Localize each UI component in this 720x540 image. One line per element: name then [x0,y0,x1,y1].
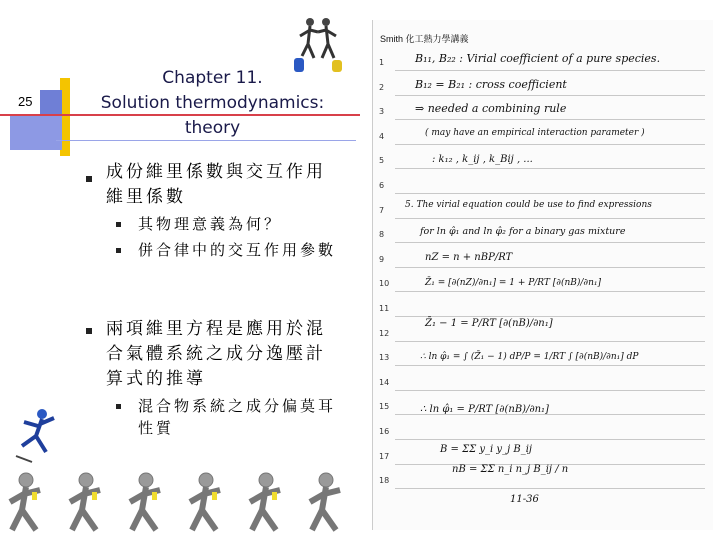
climber-icon [12,406,60,466]
sub-bullet-text: 其物理意義為何？ [138,215,283,233]
line-number: 3 [379,107,385,117]
ruled-line [395,341,705,342]
sub-bullet-text: 併合律中的交互作用參數 [138,241,337,259]
ruled-line [395,390,705,391]
note-line: nB = ΣΣ n_i n_j B_ij / n [452,464,569,475]
ruled-line [395,291,705,292]
ruled-line [395,218,705,219]
note-line: ∴ ln φ̂₁ = ∫ (Z̄₁ − 1) dP/P = 1/RT ∫ [∂(nB)/∂n₁] dP [420,352,639,362]
bullet-line: 兩項維里方程是應用於混 [106,319,326,339]
bullet-text [106,160,326,210]
decor-blue-square-2 [10,116,62,150]
note-line: 5. The virial equation could be use to find expressions [405,200,652,210]
line-number: 14 [379,377,390,387]
line-number: 18 [379,476,390,486]
climbing-figures-icon [292,14,344,76]
line-number: 1 [379,58,385,67]
sub-bullet-line: 性質 [138,419,175,437]
note-line: for ln φ̂₁ and ln φ̂₂ for a binary gas mixture [420,226,626,237]
line-number: 17 [379,451,390,461]
line-number: 13 [379,353,390,363]
sub-bullet-marker [116,404,121,409]
ruled-line [395,70,705,71]
ruled-line [395,267,705,268]
bullet-line: 合氣體系統之成分逸壓計 [106,344,326,364]
line-number: 9 [379,254,385,264]
sub-bullet-marker [116,248,121,253]
notes-header: Smith 化工熱力學講義 [380,34,469,44]
bullet-marker [86,328,92,334]
note-line: ∴ ln φ̂₁ = P/RT [∂(nB)/∂n₁] [420,404,549,415]
note-line: B₁₂ = B₂₁ : cross coefficient [415,78,567,91]
note-line: ( may have an empirical interaction parameter ) [425,128,645,138]
runners-decoration-icon [0,470,372,540]
line-number: 5 [379,156,385,166]
line-number: 12 [379,328,390,338]
line-number: 4 [379,131,385,141]
ruled-line [395,95,705,96]
note-line: Z̄₁ − 1 = P/RT [∂(nB)/∂n₁] [425,318,553,329]
note-line: : k₁₂ , k_ij , k_Bij , ... [432,154,533,165]
title-line: Solution thermodynamics: [100,93,325,113]
note-line: ⇒ needed a combining rule [415,102,567,115]
line-number: 2 [379,82,385,92]
sub-bullet-marker [116,222,121,227]
line-number: 8 [379,230,385,240]
ruled-line [395,439,705,440]
sub-bullet-text [138,395,336,439]
ruled-line [395,119,705,120]
sub-bullet-line: 混合物系統之成分偏莫耳 [138,397,337,415]
ruled-line [395,242,705,243]
ruled-line [395,365,705,366]
bullet-line: 成份維里係數與交互作用 [106,162,326,182]
ruled-line [395,193,705,194]
handwritten-notes-image [372,20,713,530]
note-line: B₁₁, B₂₂ : Virial coefficient of a pure species. [415,52,661,65]
line-number: 7 [379,205,385,215]
ruled-line [395,316,705,317]
line-number: 16 [379,427,390,436]
line-number: 6 [379,181,385,190]
title-line: Chapter 11. [162,68,263,88]
slide-title [100,66,325,141]
slide-number: 25 [18,94,33,109]
note-line: B = ΣΣ y_i y_j B_ij [440,444,533,455]
note-line: Z̄₁ = [∂(nZ)/∂n₁] = 1 + P/RT [∂(nB)/∂n₁] [425,278,601,288]
line-number: 10 [379,279,390,289]
bullet-text [106,317,326,392]
bullet-marker [86,176,92,182]
note-line: nZ = n + nBP/RT [425,252,513,263]
bullet-line: 維里係數 [106,187,186,207]
ruled-line [395,168,705,169]
ruled-line [395,144,705,145]
line-number: 11 [379,304,390,313]
bullet-line: 算式的推導 [106,369,206,389]
ruled-line [395,488,705,489]
line-number: 15 [379,402,390,412]
note-page-number: 11-36 [510,494,539,505]
title-line: theory [184,118,241,138]
